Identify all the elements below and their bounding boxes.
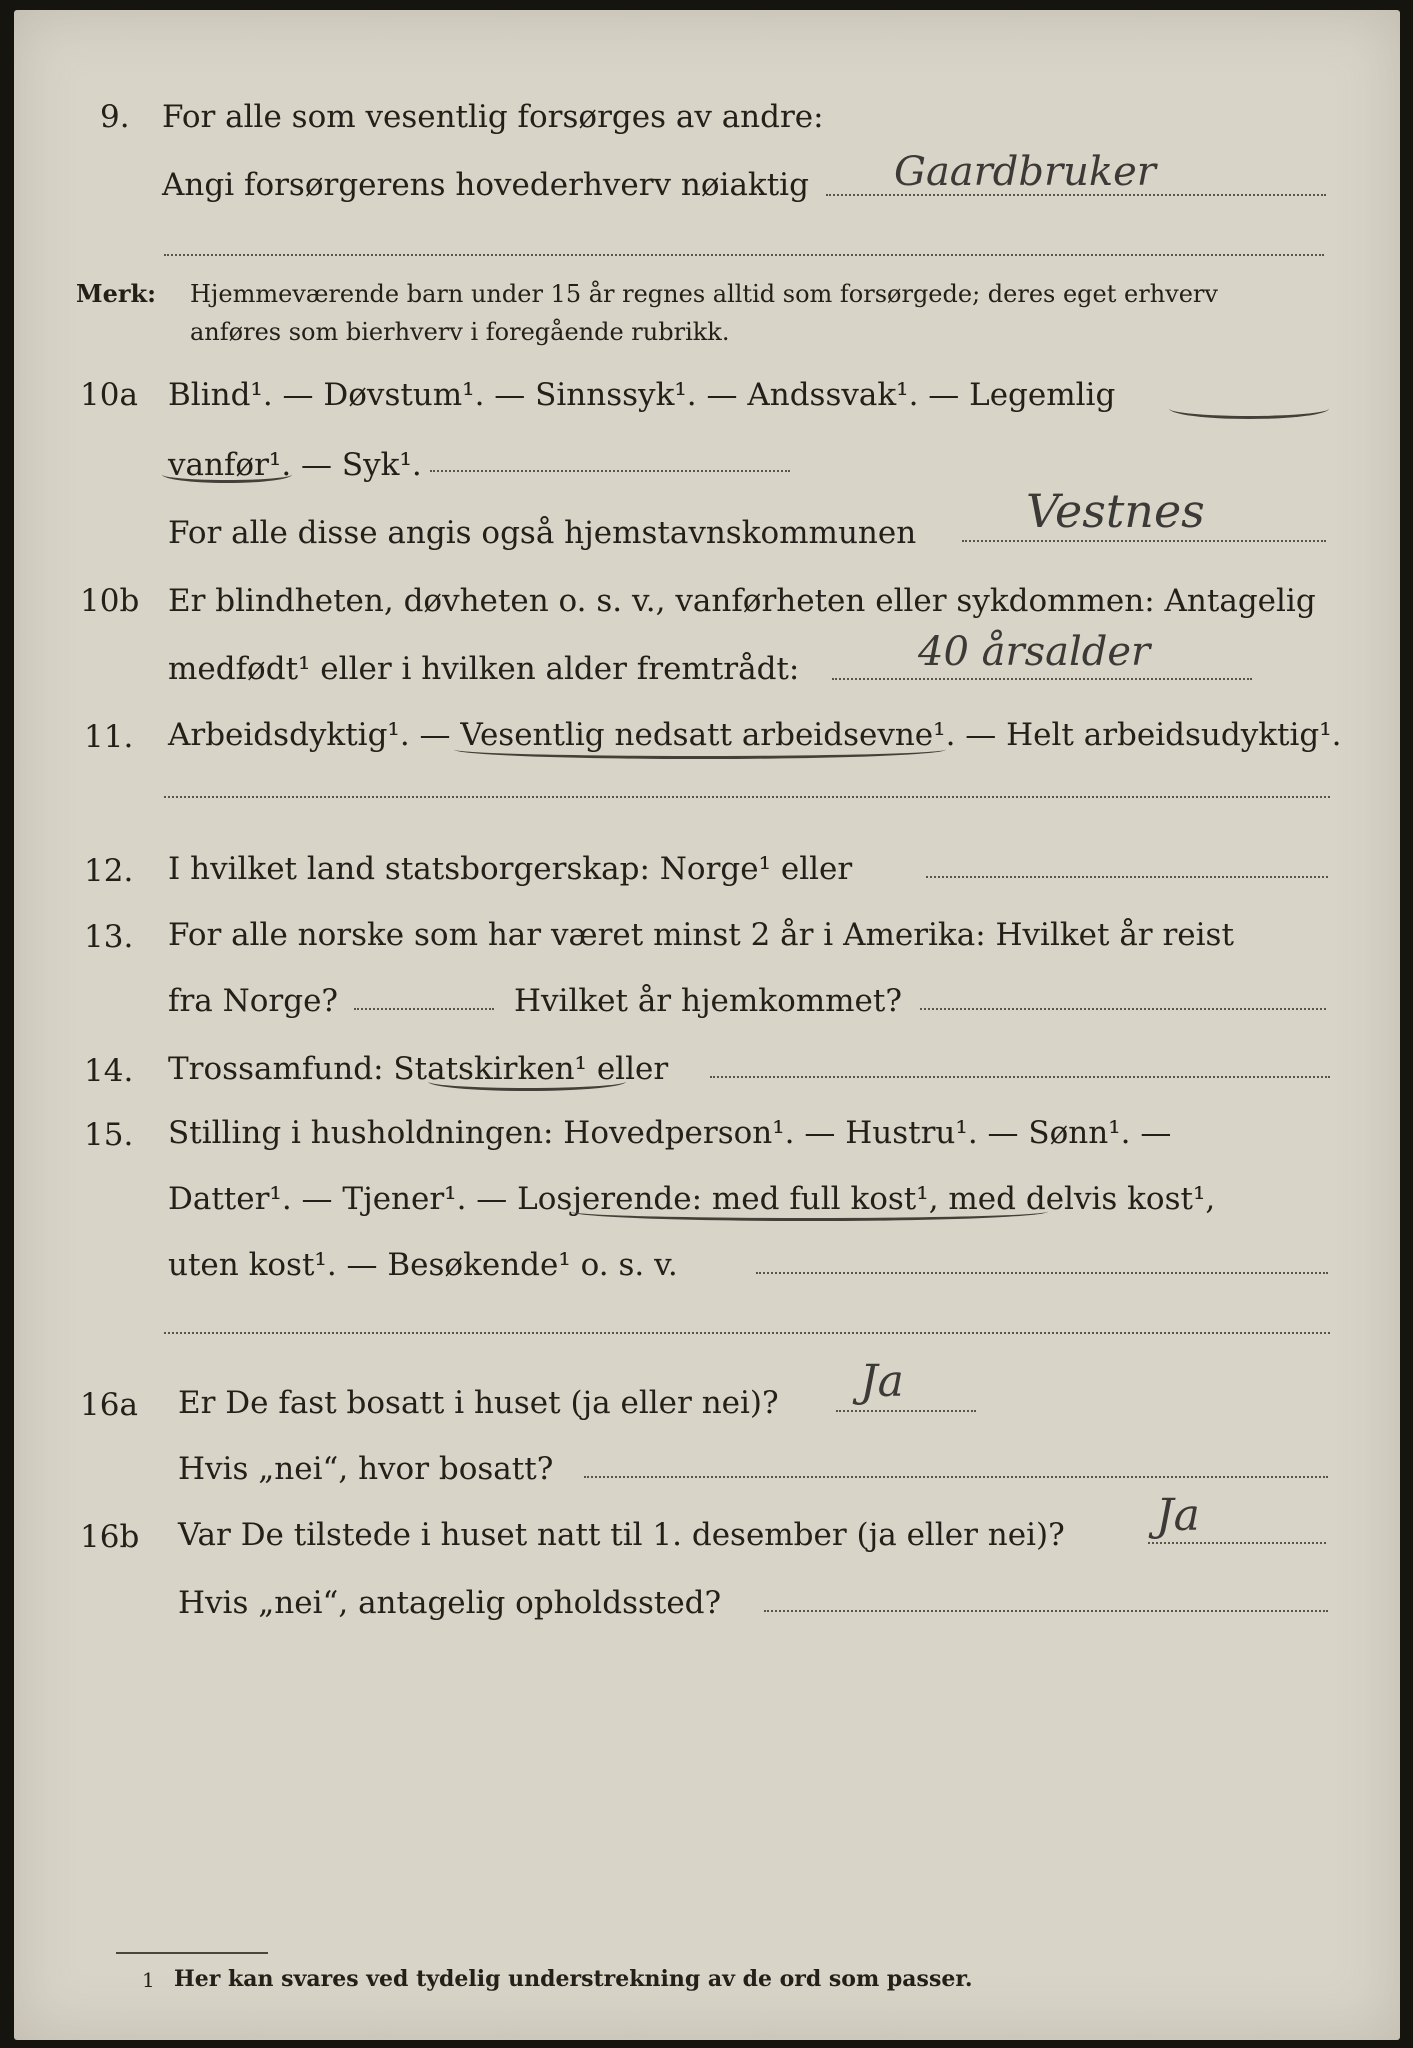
merk-line1: Hjemmeværende barn under 15 år regnes alltid som forsørgede; deres eget erhverv bbox=[190, 280, 1218, 308]
q16a-line2: Hvis „nei“, hvor bosatt? bbox=[178, 1451, 554, 1487]
nedsatt-arbeidsevne-underline bbox=[454, 740, 946, 759]
q10a-line2: vanfør¹. — Syk¹. bbox=[168, 447, 422, 483]
q10b-answer-line bbox=[832, 678, 1252, 680]
q10a-handwritten-answer: Vestnes bbox=[1026, 484, 1205, 538]
statskirken-underline bbox=[428, 1072, 626, 1091]
q10b-number: 10b bbox=[80, 583, 140, 619]
q10b-line1: Er blindheten, døvheten o. s. v., vanførheten eller sykdommen: Antagelig bbox=[168, 583, 1316, 619]
q15-line2: Datter¹. — Tjener¹. — Losjerende: med full kost¹, med delvis kost¹, bbox=[168, 1181, 1216, 1217]
q11-line1: Arbeidsdyktig¹. — Vesentlig nedsatt arbeidsevne¹. — Helt arbeidsudyktig¹. bbox=[168, 717, 1342, 753]
q14-line1: Trossamfund: Statskirken¹ eller bbox=[168, 1051, 669, 1087]
q10a-number: 10a bbox=[80, 377, 138, 413]
footnote-mark: 1 bbox=[142, 1968, 155, 1992]
q13-line2a: fra Norge? bbox=[168, 983, 339, 1019]
legemlig-underline bbox=[1169, 398, 1329, 419]
q9-line1: For alle som vesentlig forsørges av andre: bbox=[162, 99, 824, 135]
q15-answer-line bbox=[756, 1272, 1328, 1274]
q16b-handwritten-answer: Ja bbox=[1156, 1490, 1200, 1541]
q10a-answer-line bbox=[962, 540, 1326, 542]
footnote-text: Her kan svares ved tydelig understrekning av de ord som passer. bbox=[174, 1966, 973, 1992]
q16b-answer-line bbox=[1148, 1542, 1326, 1544]
q16b-number: 16b bbox=[80, 1519, 140, 1555]
footnote-rule bbox=[116, 1952, 268, 1954]
q12-answer-line bbox=[926, 876, 1328, 878]
q10a-line1: Blind¹. — Døvstum¹. — Sinnssyk¹. — Andssvak¹. — Legemlig bbox=[168, 377, 1116, 413]
q13-line1: For alle norske som har været minst 2 år i Amerika: Hvilket år reist bbox=[168, 917, 1234, 953]
q9-extra-line bbox=[164, 254, 1324, 256]
q13-departure-line bbox=[354, 1008, 494, 1010]
q10b-handwritten-answer: 40 årsalder bbox=[918, 629, 1151, 675]
census-form-page bbox=[14, 10, 1400, 2040]
q11-number: 11. bbox=[84, 719, 134, 755]
q15-line3: uten kost¹. — Besøkende¹ o. s. v. bbox=[168, 1247, 678, 1283]
vanfor-underline bbox=[162, 466, 292, 483]
q16b-line2: Hvis „nei“, antagelig opholdssted? bbox=[178, 1585, 722, 1621]
q13-number: 13. bbox=[84, 919, 134, 955]
q15-extra-line bbox=[164, 1332, 1330, 1334]
q16a-number: 16a bbox=[80, 1387, 138, 1423]
q13-return-line bbox=[920, 1008, 1326, 1010]
q15-number: 15. bbox=[84, 1117, 134, 1153]
q16a-location-line bbox=[584, 1476, 1328, 1478]
q11-extra-line bbox=[164, 796, 1330, 798]
q16a-line1: Er De fast bosatt i huset (ja eller nei)? bbox=[178, 1385, 779, 1421]
merk-label: Merk: bbox=[76, 279, 156, 308]
losjerende-full-kost-underline bbox=[570, 1202, 1048, 1221]
q13-line2b: Hvilket år hjemkommet? bbox=[514, 983, 902, 1019]
q16b-line1: Var De tilstede i huset natt til 1. desember (ja eller nei)? bbox=[178, 1517, 1065, 1553]
q9-handwritten-answer: Gaardbruker bbox=[894, 149, 1156, 195]
q16a-handwritten-answer: Ja bbox=[860, 1356, 904, 1407]
q10a-syk-line bbox=[430, 470, 790, 472]
q15-line1: Stilling i husholdningen: Hovedperson¹. — Hustru¹. — Sønn¹. — bbox=[168, 1115, 1172, 1151]
q14-number: 14. bbox=[84, 1053, 134, 1089]
q14-answer-line bbox=[710, 1076, 1330, 1078]
q9-number: 9. bbox=[100, 99, 130, 135]
q10b-line2: medfødt¹ eller i hvilken alder fremtrådt: bbox=[168, 651, 800, 687]
merk-line2: anføres som bierhverv i foregående rubrikk. bbox=[190, 318, 730, 346]
q10a-line3: For alle disse angis også hjemstavnskommunen bbox=[168, 515, 917, 551]
q16a-answer-line bbox=[836, 1410, 976, 1412]
q12-number: 12. bbox=[84, 853, 134, 889]
q12-line1: I hvilket land statsborgerskap: Norge¹ eller bbox=[168, 851, 853, 887]
q9-line2: Angi forsørgerens hovederhverv nøiaktig bbox=[162, 167, 809, 203]
q16b-location-line bbox=[764, 1610, 1328, 1612]
